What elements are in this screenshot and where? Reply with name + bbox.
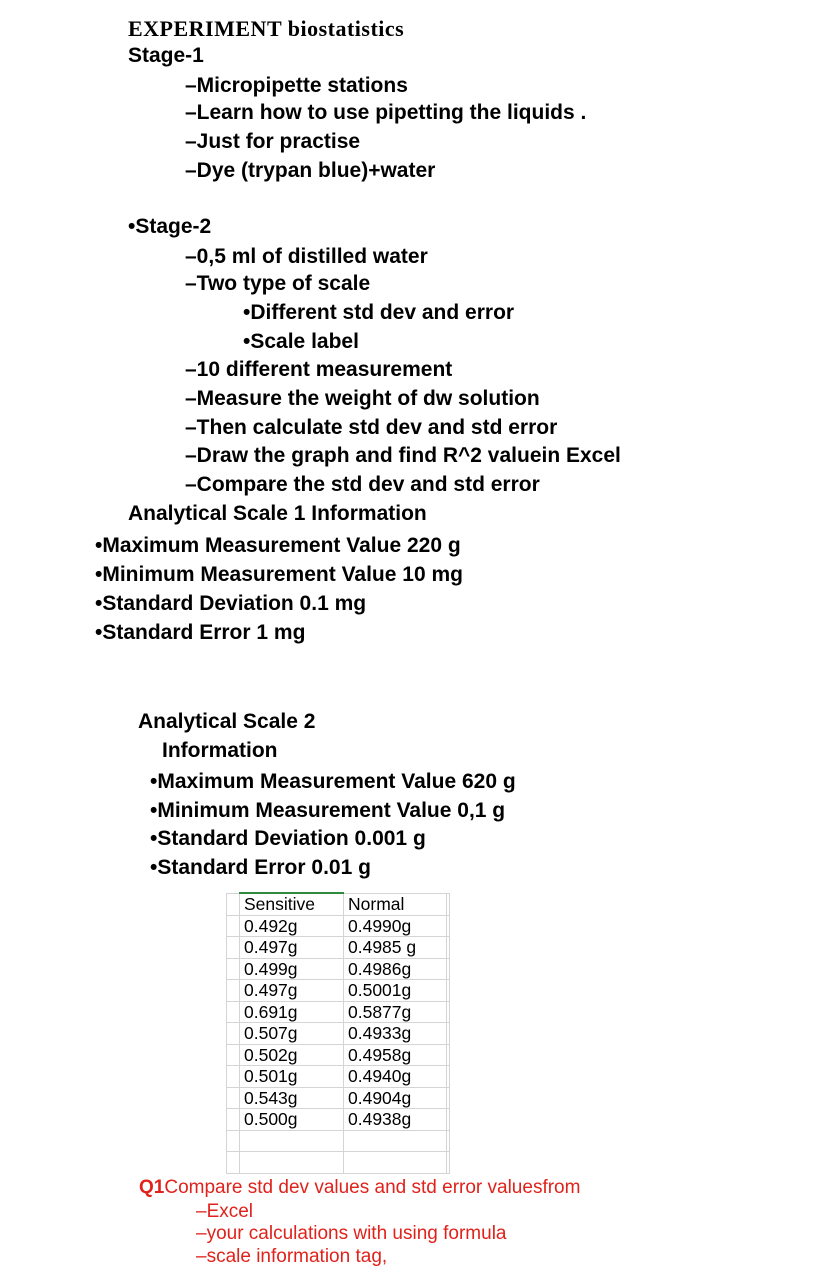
stage2-item: –Measure the weight of dw solution	[185, 387, 540, 410]
measurement-table	[226, 892, 450, 1174]
cell-normal[interactable]: 0.5001g	[344, 980, 447, 1002]
cell-normal[interactable]: 0.4985 g	[344, 937, 447, 959]
table-row-empty	[227, 1130, 450, 1152]
header-sensitive[interactable]: Sensitive	[240, 893, 344, 915]
cell-sensitive[interactable]: 0.499g	[240, 958, 344, 980]
scale1-item: •Maximum Measurement Value 220 g	[95, 534, 461, 557]
cell-normal[interactable]: 0.4938g	[344, 1109, 447, 1131]
question-line	[139, 1176, 580, 1199]
scale2-item: •Standard Deviation 0.001 g	[150, 827, 426, 850]
scale2-item: •Minimum Measurement Value 0,1 g	[150, 799, 506, 822]
stage1-item: –Micropipette stations	[185, 74, 408, 97]
stage1-label: Stage-1	[128, 44, 204, 67]
scale1-item: •Standard Deviation 0.1 mg	[95, 592, 367, 615]
stage2-item: –0,5 ml of distilled water	[185, 245, 428, 268]
cell-sensitive[interactable]: 0.492g	[240, 915, 344, 937]
table-row	[227, 1023, 450, 1045]
table-row-empty	[227, 1152, 450, 1174]
stage2-item: –Compare the std dev and std error	[185, 473, 540, 496]
cell-normal[interactable]: 0.4986g	[344, 958, 447, 980]
scale1-item: •Minimum Measurement Value 10 mg	[95, 563, 463, 586]
cell-sensitive[interactable]: 0.497g	[240, 937, 344, 959]
cell-sensitive[interactable]: 0.691g	[240, 1001, 344, 1023]
table-row	[227, 1001, 450, 1023]
scale2-heading: Analytical Scale 2	[138, 710, 316, 733]
stage2-subitem: •Scale label	[243, 330, 359, 353]
scale2-item: •Maximum Measurement Value 620 g	[150, 770, 516, 793]
question-text: Compare std dev values and std error valuesfrom	[164, 1177, 581, 1198]
table-row	[227, 1087, 450, 1109]
scale2-item: •Standard Error 0.01 g	[150, 856, 371, 879]
stage2-subitem: •Different std dev and error	[243, 301, 515, 324]
document-title	[128, 16, 404, 42]
cell-sensitive[interactable]: 0.507g	[240, 1023, 344, 1045]
scale1-heading: Analytical Scale 1 Information	[128, 502, 427, 525]
stage2-item: –Draw the graph and find R^2 valuein Excel	[185, 444, 621, 467]
cell-sensitive[interactable]: 0.497g	[240, 980, 344, 1002]
table-header-row	[227, 893, 450, 915]
header-normal[interactable]: Normal	[344, 893, 447, 915]
table-row	[227, 915, 450, 937]
scale2-heading-cont: Information	[162, 739, 278, 762]
stage1-item: –Dye (trypan blue)+water	[185, 159, 436, 182]
question-label: Q1	[139, 1177, 165, 1198]
cell-sensitive[interactable]: 0.501g	[240, 1066, 344, 1088]
cell-normal[interactable]: 0.4940g	[344, 1066, 447, 1088]
table-row	[227, 937, 450, 959]
cell-normal[interactable]: 0.4990g	[344, 915, 447, 937]
stage2-label: •Stage-2	[128, 215, 212, 238]
cell-sensitive[interactable]: 0.543g	[240, 1087, 344, 1109]
question-item: –Excel	[196, 1201, 254, 1222]
table-row	[227, 980, 450, 1002]
title-caps: EXPERIMENT	[128, 16, 282, 41]
question-item: –your calculations with using formula	[196, 1223, 507, 1244]
cell-sensitive[interactable]: 0.500g	[240, 1109, 344, 1131]
title-rest: biostatistics	[287, 16, 405, 41]
cell-normal[interactable]: 0.5877g	[344, 1001, 447, 1023]
stage2-item: –Two type of scale	[185, 272, 371, 295]
scale1-item: •Standard Error 1 mg	[95, 621, 306, 644]
table-row	[227, 1109, 450, 1131]
table-row	[227, 1044, 450, 1066]
question-item: –scale information tag,	[196, 1246, 388, 1267]
stage1-item: –Just for practise	[185, 130, 361, 153]
table-row	[227, 1066, 450, 1088]
stage1-item: –Learn how to use pipetting the liquids .	[185, 101, 587, 124]
cell-sensitive[interactable]: 0.502g	[240, 1044, 344, 1066]
table-row	[227, 958, 450, 980]
stage2-item: –10 different measurement	[185, 358, 453, 381]
cell-normal[interactable]: 0.4904g	[344, 1087, 447, 1109]
stage2-item: –Then calculate std dev and std error	[185, 416, 558, 439]
cell-normal[interactable]: 0.4958g	[344, 1044, 447, 1066]
cell-normal[interactable]: 0.4933g	[344, 1023, 447, 1045]
